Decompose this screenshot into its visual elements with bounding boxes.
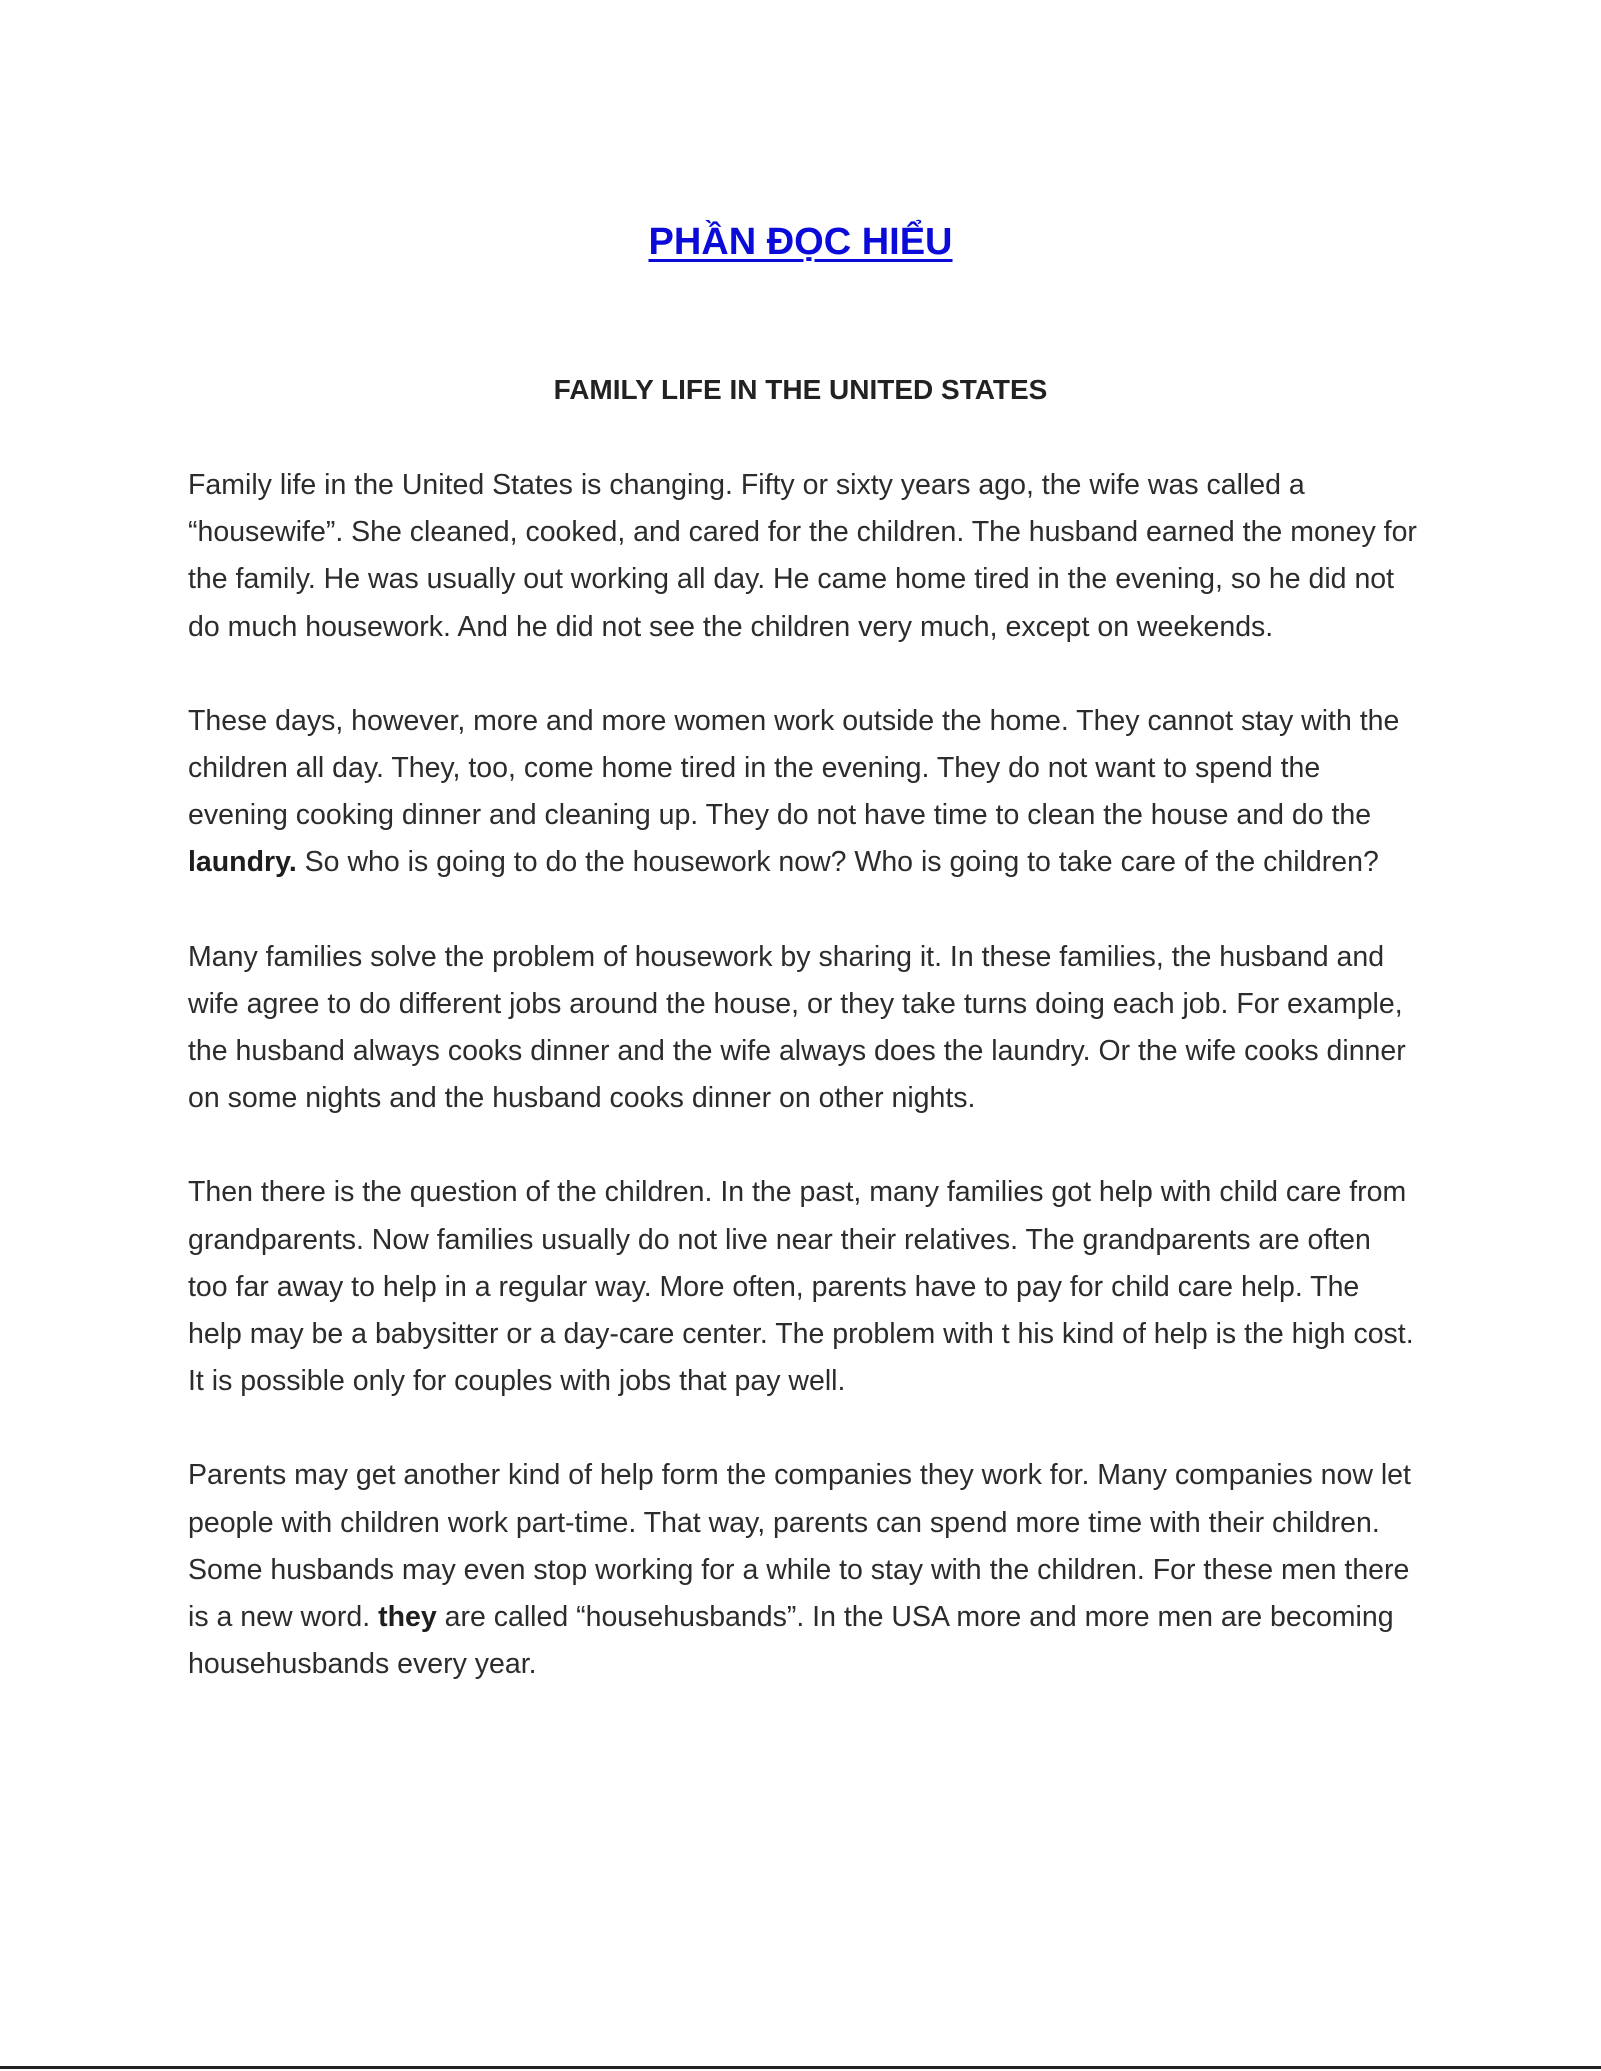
bold-word-they: they <box>378 1601 437 1634</box>
page-title-link[interactable]: PHẦN ĐỌC HIỂU <box>648 221 953 263</box>
paragraph-4: Then there is the question of the children. In the past, many families got help with child care from grandparents. Now families usually do not live near their relatives. The grandparents are often too far away to help in a regular way. More often, parents have to pay for child care help. The help may be a babysitter or a day-care center. The problem with t his kind of help is the high cost. It is possible only for couples with jobs that pay well. <box>188 1176 1414 1398</box>
page-bottom-rule <box>0 2066 1601 2069</box>
article-title: FAMILY LIFE IN THE UNITED STATES <box>553 374 1048 405</box>
paragraph-5-text-end: are called “househusbands”. In the USA more and more men are becoming househusbands every year. <box>188 1601 1394 1681</box>
page-title <box>0 212 1601 272</box>
paragraph-3: Many families solve the problem of housework by sharing it. In these families, the husband and wife agree to do different jobs around the house, or they take turns doing each job. For example, the husband always cooks dinner and the wife always does the laundry. Or the wife cooks dinner on some nights and the husband cooks dinner on other nights. <box>188 940 1406 1115</box>
paragraph-5 <box>188 1452 1418 1688</box>
bold-word-laundry: laundry. <box>188 846 297 879</box>
paragraph-5-text-start: Parents may get another kind of help form the companies they work for. Many companies now let people with children work part-time. That way, parents can spend more time with their children. Some husbands may even stop working for a while to stay with the children. For these men there is a new word. <box>188 1459 1411 1634</box>
paragraph-2-text-start: These days, however, more and more women work outside the home. They cannot stay with the children all day. They, too, come home tired in the evening. They do not want to spend the evening cooking dinner and cleaning up. They do not have time to clean the house and do the <box>188 704 1400 832</box>
paragraph-2-text-end: So who is going to do the housework now? Who is going to take care of the children? <box>296 846 1379 879</box>
paragraph-1: Family life in the United States is changing. Fifty or sixty years ago, the wife was called a “housewife”. She cleaned, cooked, and cared for the children. The husband earned the money for the family. He was usually out working all day. He came home tired in the evening, so he did not do much housework. And he did not see the children very much, except on weekends. <box>188 469 1417 643</box>
paragraph-2 <box>188 698 1418 887</box>
article-body <box>188 462 1418 1735</box>
